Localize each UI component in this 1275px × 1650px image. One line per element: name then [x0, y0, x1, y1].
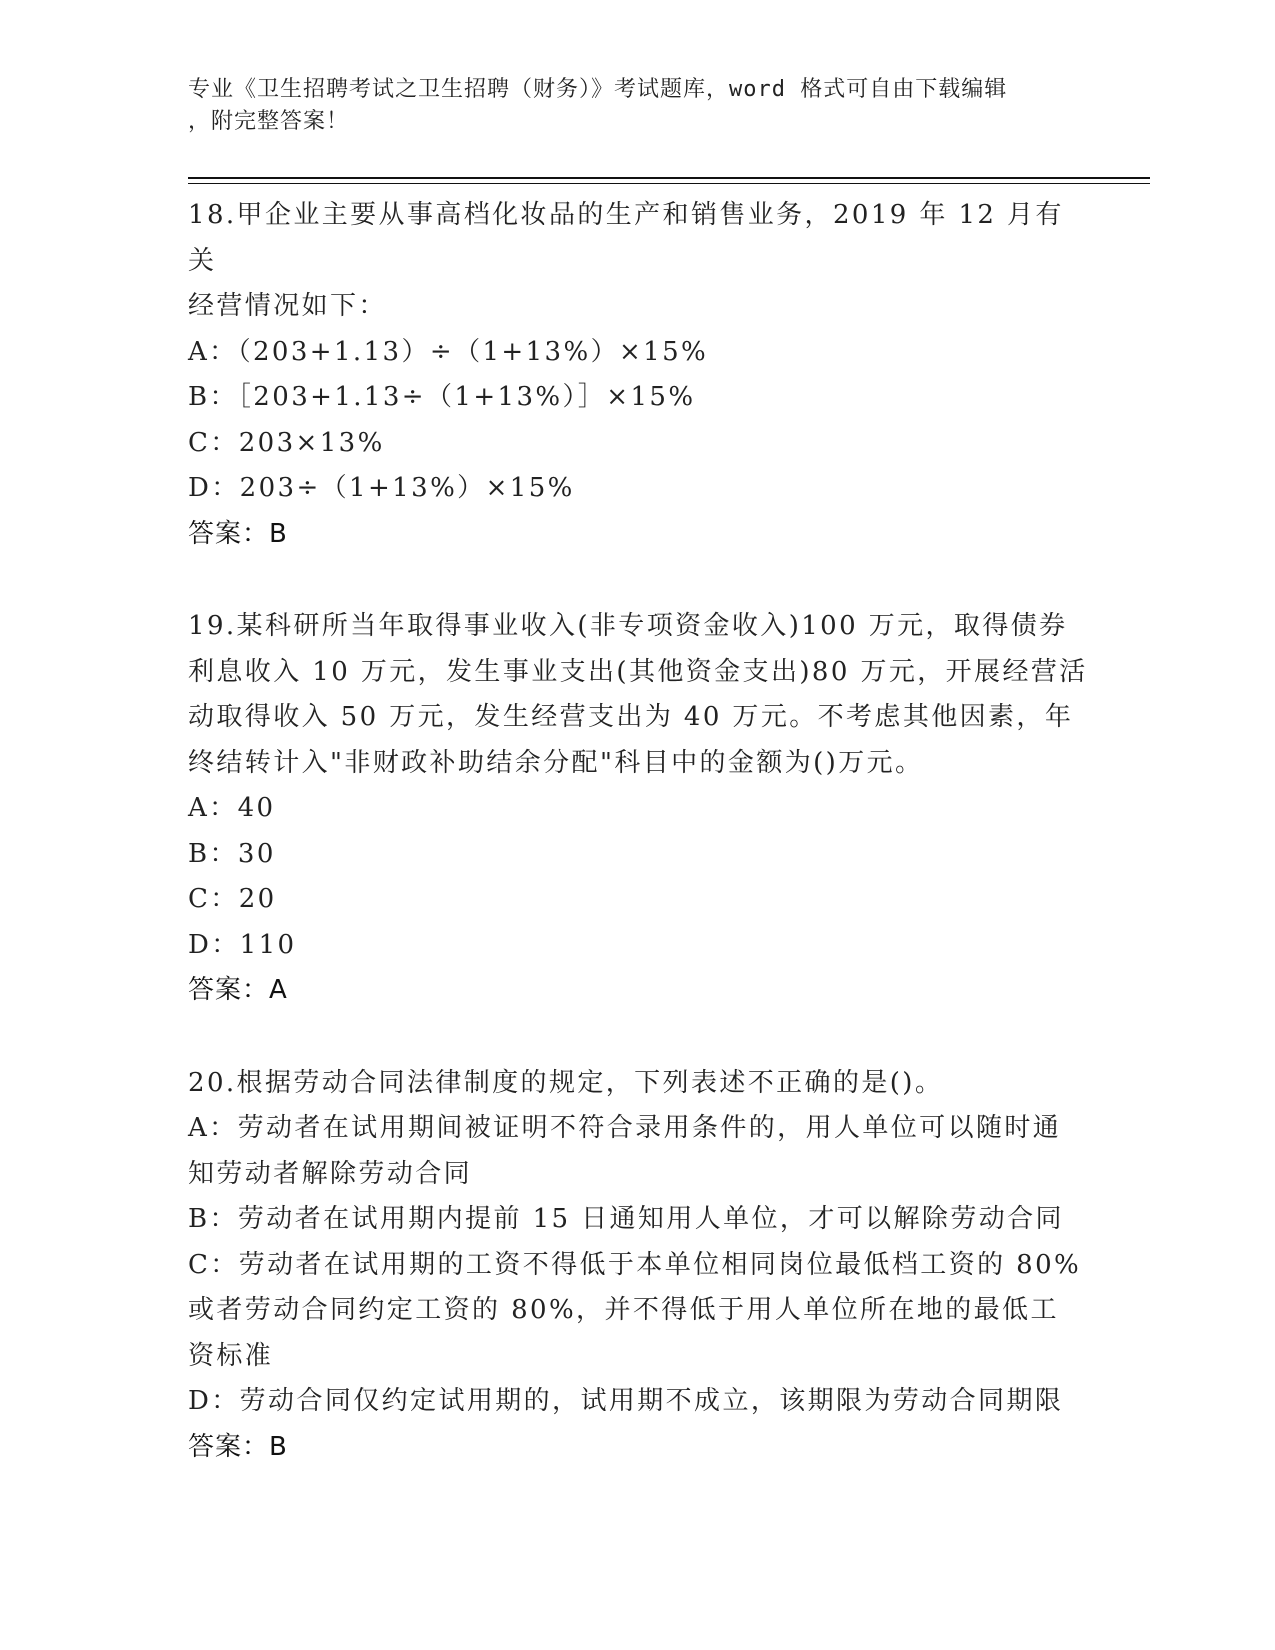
- question-18: [188, 193, 1088, 557]
- question-stem-line: 利息收入 10 万元，发生事业支出(其他资金支出)80 万元，开展经营活: [188, 656, 1088, 687]
- question-stem-line: 经营情况如下：: [188, 291, 387, 321]
- option-b: B：劳动者在试用期内提前 15 日通知用人单位，才可以解除劳动合同: [188, 1204, 1064, 1234]
- option-a: A：40: [188, 793, 276, 823]
- question-stem-line: 20.根据劳动合同法律制度的规定，下列表述不正确的是()。: [188, 1067, 944, 1098]
- option-c-continued: 资标准: [188, 1340, 274, 1371]
- option-d: D：110: [188, 929, 297, 960]
- question-19: [188, 604, 1088, 1014]
- option-a-continued: 知劳动者解除劳动合同: [188, 1158, 473, 1189]
- option-c: C：203×13%: [188, 427, 385, 458]
- option-b: B：30: [188, 838, 276, 869]
- option-c-continued: 或者劳动合同约定工资的 80%，并不得低于用人单位所在地的最低工: [188, 1295, 1059, 1325]
- header-note-line: 专业《卫生招聘考试之卫生招聘（财务）》考试题库，word 格式可自由下载编辑: [188, 77, 1008, 102]
- option-a: A：劳动者在试用期间被证明不符合录用条件的，用人单位可以随时通: [188, 1113, 1062, 1143]
- question-stem-line: 19.某科研所当年取得事业收入(非专项资金收入)100 万元，取得债券: [188, 611, 1068, 641]
- option-b: B：［203+1.13÷（1+13%）］×15%: [188, 382, 696, 412]
- answer-label: 答案：A: [188, 975, 288, 1005]
- header-note-line: ，附完整答案！: [188, 109, 350, 134]
- option-d: D：劳动合同仅约定试用期的，试用期不成立，该期限为劳动合同期限: [188, 1386, 1064, 1416]
- question-20: [188, 1061, 1088, 1471]
- option-c: C：20: [188, 884, 277, 914]
- question-stem-line: 终结转计入"非财政补助结余分配"科目中的金额为()万元。: [188, 747, 924, 778]
- answer-label: 答案：B: [188, 518, 288, 549]
- option-a: A：（203+1.13）÷（1+13%）×15%: [188, 336, 709, 367]
- option-d: D：203÷（1+13%）×15%: [188, 473, 575, 503]
- question-stem-line: 18.甲企业主要从事高档化妆品的生产和销售业务，2019 年 12 月有关: [188, 200, 1064, 276]
- header-divider-thin: [188, 183, 1150, 184]
- option-c: C：劳动者在试用期的工资不得低于本单位相同岗位最低档工资的 80%: [188, 1249, 1082, 1280]
- answer-label: 答案：B: [188, 1431, 288, 1462]
- question-list: [188, 193, 1088, 1470]
- header-note: [188, 74, 1088, 138]
- question-stem-line: 动取得收入 50 万元，发生经营支出为 40 万元。不考虑其他因素，年: [188, 702, 1074, 732]
- header-divider-thick: [188, 177, 1150, 179]
